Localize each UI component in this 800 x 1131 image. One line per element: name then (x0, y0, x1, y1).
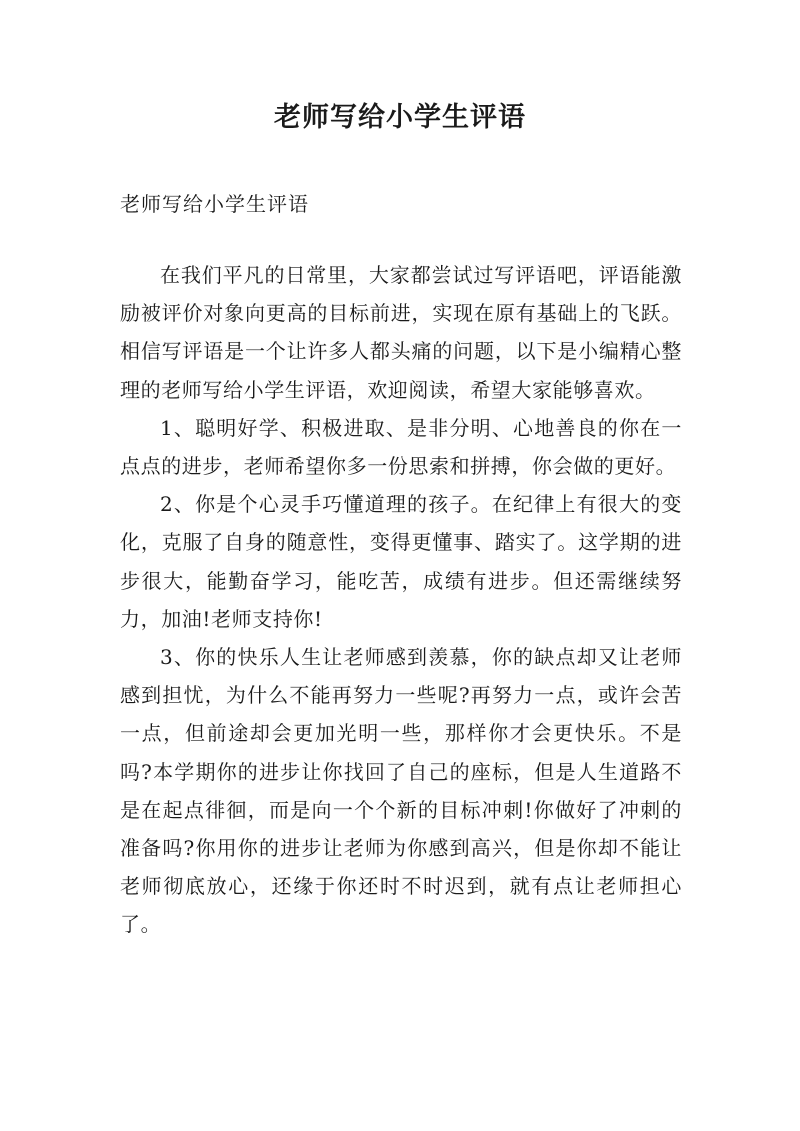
document-title: 老师写给小学生评语 (274, 102, 526, 133)
intro-paragraph: 在我们平凡的日常里，大家都尝试过写评语吧，评语能激励被评价对象向更高的目标前进，实现在原有基础上的飞跃。相信写评语是一个让许多人都头痛的问题，以下是小编精心整理的老师写给小学生评语，欢迎阅读，希望大家能够喜欢。 (120, 263, 682, 402)
comment-paragraph-3: 3、你的快乐人生让老师感到羡慕，你的缺点却又让老师感到担忧，为什么不能再努力一些呢?再努力一点，或许会苦一点，但前途却会更加光明一些，那样你才会更快乐。不是吗?本学期你的进步让你找回了自己的座标，但是人生道路不是在起点徘徊，而是向一个个新的目标冲刺!你做好了冲刺的准备吗?你用你的进步让老师为你感到高兴，但是你却不能让老师彻底放心，还缘于你还时不时迟到，就有点让老师担心了。 (120, 645, 682, 937)
comment-paragraph-1: 1、聪明好学、积极进取、是非分明、心地善良的你在一点点的进步，老师希望你多一份思索和拼搏，你会做的更好。 (120, 415, 682, 479)
document-body (120, 256, 682, 944)
document-subtitle: 老师写给小学生评语 (120, 192, 309, 216)
comment-paragraph-2: 2、你是个心灵手巧懂道理的孩子。在纪律上有很大的变化，克服了自身的随意性，变得更懂事、踏实了。这学期的进步很大，能勤奋学习，能吃苦，成绩有进步。但还需继续努力，加油!老师支持你! (120, 492, 682, 631)
